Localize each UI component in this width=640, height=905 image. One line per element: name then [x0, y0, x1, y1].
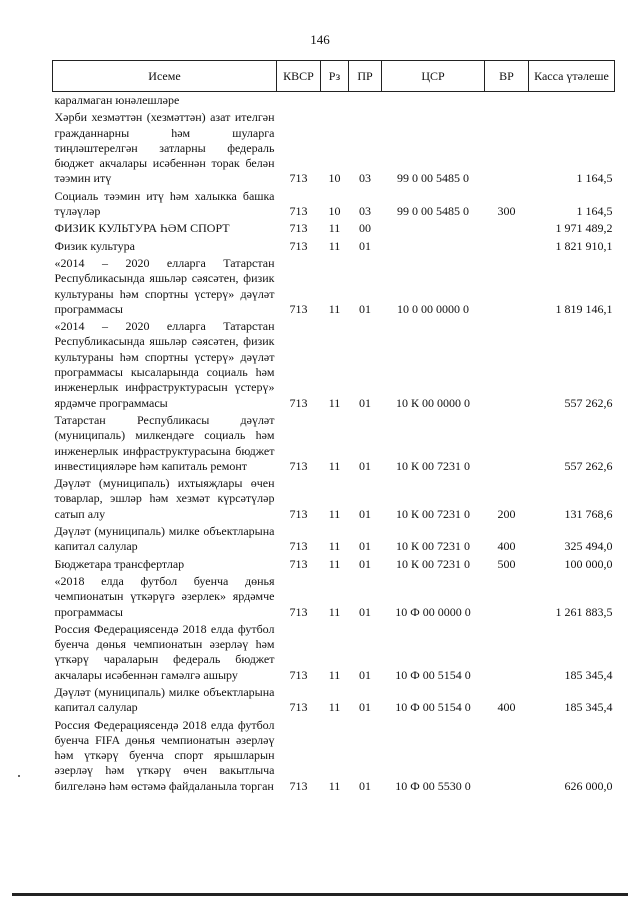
row-name: Россия Федерациясендә 2018 елда футбол буенча дөнья чемпионатын әзерләү һәм үткәрү чараларын федераль бюджет акчалары исәбеннән гамәлгә ашыру [54, 621, 275, 682]
row-pr: 01 [359, 395, 371, 410]
row-kvsr: 713 [289, 556, 308, 571]
row-kvsr: 713 [289, 395, 308, 410]
row-vr [485, 318, 529, 412]
row-kvsr: 713 [289, 458, 308, 473]
header-amount: Касса үтәлеше [529, 61, 615, 92]
row-name: каралмаган юнәлешләре [54, 93, 180, 107]
row-name: «2014 – 2020 елларга Татарстан Республикасында яшьләр сәясәтен, физик культураны һәм спортны үстерү» дәүләт программасы кысаларында социаль һәм инженерлык инфраструктурасын үстерү» ярдәмче программасы [54, 319, 275, 410]
row-pr: 01 [359, 539, 371, 554]
row-pr: 01 [359, 556, 371, 571]
row-rz: 11 [328, 395, 341, 410]
row-vr [485, 92, 529, 110]
row-vr: 400 [497, 700, 516, 715]
row-amount: 1 821 910,1 [555, 238, 613, 253]
row-kvsr: 713 [289, 171, 308, 186]
row-kvsr: 713 [289, 604, 308, 619]
table-row [53, 92, 615, 110]
row-pr: 01 [359, 604, 371, 619]
row-rz: 10 [328, 171, 341, 186]
budget-table [52, 60, 615, 795]
row-csr: 99 0 00 5485 0 [397, 171, 469, 186]
page-bottom-border [12, 893, 628, 896]
table-row [53, 475, 615, 523]
row-vr [485, 621, 529, 684]
header-name: Исеме [53, 61, 277, 92]
row-kvsr: 713 [289, 301, 308, 316]
table-row [53, 556, 615, 573]
table-row [53, 717, 615, 795]
page-number: 146 [310, 32, 330, 47]
row-rz: 10 [328, 204, 341, 219]
row-rz: 11 [328, 778, 341, 793]
row-csr: 10 К 00 7231 0 [395, 458, 470, 473]
row-name: Россия Федерациясендә 2018 елда футбол буенча FIFA дөнья чемпионатын әзерләү һәм үткәрү буенча спорт ярышларын әзерләү һәм үткәрү өчен вакытлыча билгеләнә һәм өстәмә файдаланыла торган [54, 717, 275, 793]
row-name: Дәүләт (муниципаль) ихтыяҗлары өчен товарлар, эшләр һәм хезмәт күрсәтүләр сатып алу [54, 476, 275, 521]
row-name: ФИЗИК КУЛЬТУРА ҺӘМ СПОРТ [54, 221, 230, 236]
row-vr [485, 255, 529, 318]
row-csr: 10 Ф 00 0000 0 [395, 604, 471, 619]
row-csr: 99 0 00 5485 0 [397, 204, 469, 219]
row-csr: 10 Ф 00 5154 0 [395, 667, 471, 682]
row-name: Бюджетара трансфертлар [54, 556, 185, 571]
row-name: Физик культура [54, 238, 135, 253]
row-rz: 11 [328, 556, 341, 571]
table-row [53, 109, 615, 187]
row-csr: 10 К 00 7231 0 [395, 506, 470, 521]
row-vr [485, 109, 529, 187]
row-rz: 11 [328, 604, 341, 619]
row-csr: 10 К 00 7231 0 [395, 556, 470, 571]
row-kvsr: 713 [289, 506, 308, 521]
row-pr: 01 [359, 700, 371, 715]
row-amount: 185 345,4 [564, 667, 613, 682]
row-pr: 01 [359, 506, 371, 521]
row-rz: 11 [328, 667, 341, 682]
row-kvsr: 713 [289, 539, 308, 554]
row-pr: 01 [359, 301, 371, 316]
row-vr [485, 238, 529, 255]
row-amount: 100 000,0 [564, 556, 613, 571]
row-rz: 11 [328, 238, 341, 253]
row-csr [382, 92, 485, 110]
row-amount: 1 971 489,2 [555, 221, 613, 236]
row-pr: 01 [359, 667, 371, 682]
table-row [53, 684, 615, 717]
row-rz: 11 [328, 458, 341, 473]
scan-speck [18, 775, 20, 777]
header-rz: Рз [321, 61, 349, 92]
table-row [53, 523, 615, 556]
row-vr: 400 [497, 539, 516, 554]
row-rz: 11 [328, 539, 341, 554]
row-amount: 131 768,6 [564, 506, 613, 521]
row-pr: 01 [359, 238, 371, 253]
row-amount: 1 164,5 [576, 171, 613, 186]
row-pr [349, 92, 382, 110]
row-name: Хәрби хезмәттән (хезмәттән) азат ителгән гражданнарны һәм шуларга тиңләштерелгән затларны федераль бюджет акчалары исәбеннән торак белән тәэмин итү [54, 110, 275, 186]
row-vr [485, 412, 529, 475]
table-row [53, 573, 615, 621]
row-pr: 00 [359, 221, 371, 236]
row-kvsr: 713 [289, 204, 308, 219]
row-csr: 10 Ф 00 5530 0 [395, 778, 471, 793]
row-name: Дәүләт (муниципаль) милке объектларына капитал салулар [54, 524, 275, 554]
row-name: «2018 елда футбол буенча дөнья чемпионатын үткәрүгә әзерлек» ярдәмче программасы [54, 573, 275, 619]
header-pr: ПР [349, 61, 382, 92]
row-amount: 1 819 146,1 [555, 301, 613, 316]
row-vr [485, 573, 529, 621]
row-csr [382, 238, 485, 255]
row-amount: 557 262,6 [564, 458, 613, 473]
table-row [53, 621, 615, 684]
row-name: Татарстан Республикасы дәүләт (муниципаль) милкендәге социаль һәм инженерлык инфраструктурасына бюджет инвестицияләре һәм капиталь ремонт [54, 412, 275, 473]
row-name: Дәүләт (муниципаль) милке объектларына капитал салулар [54, 684, 275, 715]
row-csr: 10 Ф 00 5154 0 [395, 700, 471, 715]
row-csr: 10 К 00 0000 0 [395, 395, 470, 410]
row-rz: 11 [328, 301, 341, 316]
row-pr: 01 [359, 458, 371, 473]
row-vr: 200 [497, 506, 516, 521]
row-kvsr: 713 [289, 778, 308, 793]
table-row [53, 238, 615, 255]
table-row [53, 188, 615, 221]
row-amount: 185 345,4 [564, 700, 613, 715]
row-pr: 01 [359, 778, 371, 793]
table-row [53, 255, 615, 318]
header-csr: ЦСР [382, 61, 485, 92]
row-kvsr: 713 [289, 700, 308, 715]
row-vr: 500 [497, 556, 516, 571]
header-vr: ВР [485, 61, 529, 92]
table-row [53, 220, 615, 237]
row-amount [529, 92, 615, 110]
row-pr: 03 [359, 171, 371, 186]
row-amount: 1 164,5 [576, 204, 613, 219]
row-name: Социаль тәэмин итү һәм халыкка башка түләүләр [54, 188, 275, 219]
header-kvsr: КВСР [277, 61, 321, 92]
row-amount: 626 000,0 [564, 778, 613, 793]
row-rz: 11 [328, 221, 341, 236]
row-amount: 1 261 883,5 [555, 604, 613, 619]
row-rz: 11 [328, 700, 341, 715]
row-rz [321, 92, 349, 110]
table-row [53, 412, 615, 475]
row-kvsr: 713 [289, 221, 308, 236]
row-amount: 325 494,0 [564, 539, 613, 554]
row-pr: 03 [359, 204, 371, 219]
row-amount: 557 262,6 [564, 395, 613, 410]
row-csr: 10 0 00 0000 0 [397, 301, 469, 316]
row-vr: 300 [497, 204, 516, 219]
row-kvsr: 713 [289, 238, 308, 253]
row-kvsr: 713 [289, 667, 308, 682]
row-vr [485, 220, 529, 237]
row-vr [485, 717, 529, 795]
row-kvsr [277, 92, 321, 110]
table-header-row [53, 61, 615, 92]
row-rz: 11 [328, 506, 341, 521]
row-csr: 10 К 00 7231 0 [395, 539, 470, 554]
row-name: «2014 – 2020 елларга Татарстан Республикасында яшьләр сәясәтен, физик культураны һәм спортны үстерү» дәүләт программасы [54, 255, 275, 316]
table-row [53, 318, 615, 412]
row-csr [382, 220, 485, 237]
